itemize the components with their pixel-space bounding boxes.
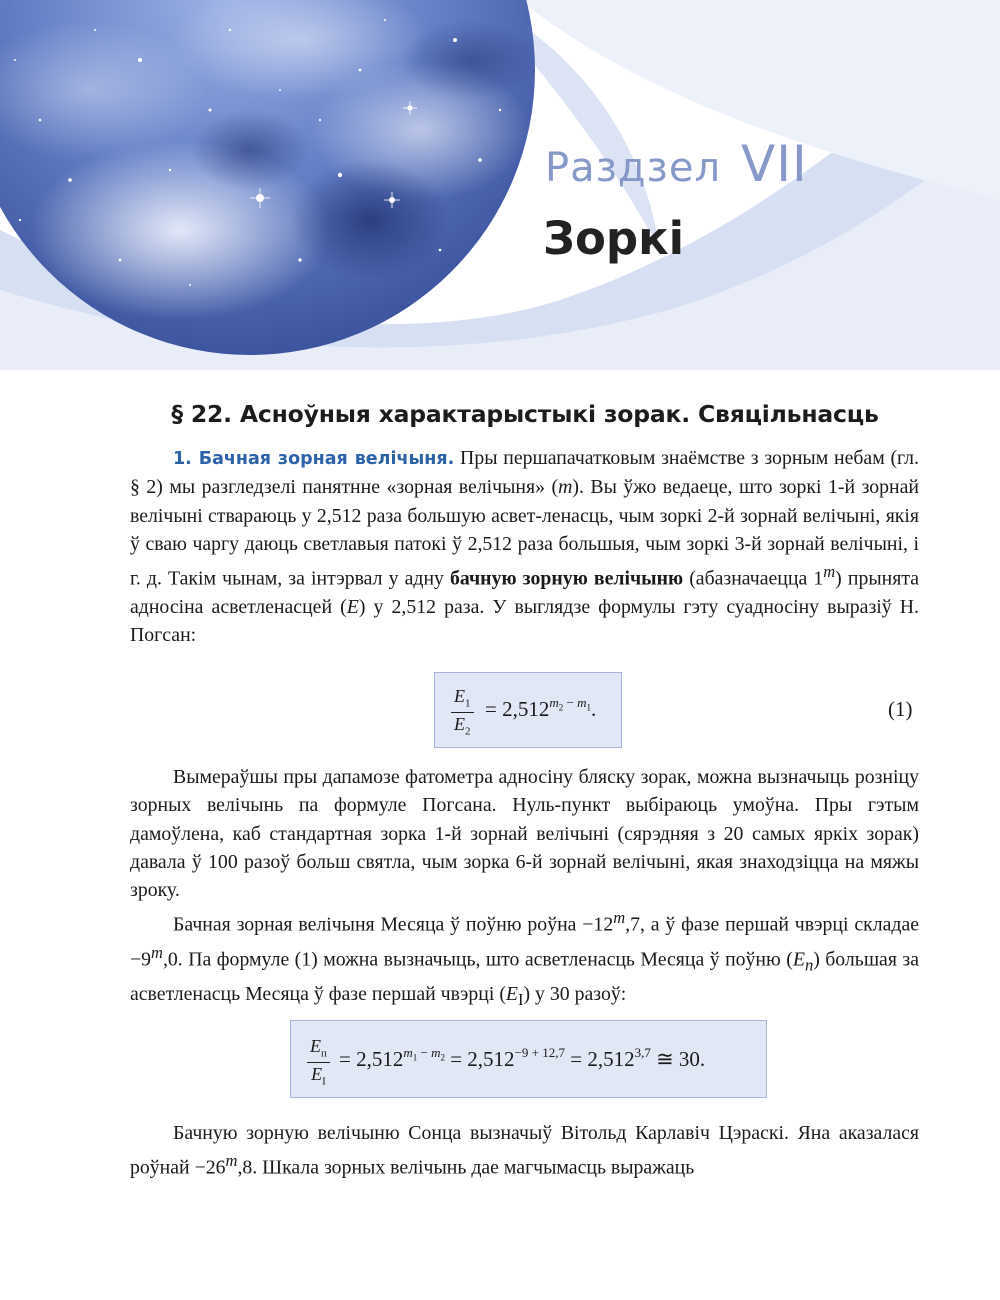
paragraph-2: Вымераўшы пры дапамозе фатометра адносіну бляску зорак, можна вызначыць розніцу зорных велічынь па формуле Погсана. Нуль-пункт выбіраюць умоўна. Пры гэтым дамоўлена, каб стандартная зорка 1-й зорнай велічыні (сярэдняя з 20 самых яркіх зорак) давала ў 100 разоў больш святла, чым зорка 6-й зорнай велічыні, якая знаходзіцца на мяжы зроку. — [130, 766, 919, 902]
p1-part-c: (абазначаецца 1 — [683, 567, 824, 590]
p1-part-d: ) прынята адносіна асветленасцей ( — [130, 567, 919, 619]
subsection-title: 1. Бачная зорная велічыня. — [173, 449, 455, 469]
p1-part-e: ) у 2,512 раза. У выглядзе формулы гэту суадносіну выразіў Н. Погсан: — [130, 596, 919, 647]
paragraph-4: Бачную зорную велічыню Сонца вызначыў Вітольд Карлавіч Цэраскі. Яна аказалася роўнай $-26^m,8$. Шкала зорных велічынь дае магчымасць выражаць — [130, 1122, 919, 1179]
paragraph-3: Бачная зорная велічыня Месяца ў поўню роўна $-12^m,7$, а ў фазе першай чвэрці складае $-9^m,0$. Па формуле (1) можна вызначыць, што асветленасць Месяца ў поўню $(E_п)$ большая за асветленасць Месяца ў фазе першай чвэрці $(E_I)$ у 30 разоў: — [130, 908, 919, 1010]
formula-1-numerator: $E_1$ — [454, 686, 471, 710]
p1-part-a: Пры першапачатковым знаёмстве з зорным небам (гл. § 2) мы разгледзелі панятнне «зорная велічыня» ( — [130, 447, 919, 499]
superscript-m: m — [823, 562, 836, 582]
formula-2-numerator: $E_п$ — [310, 1036, 327, 1060]
formula-1-rhs: = $2,512^{m_2 - m_1}$. — [485, 695, 597, 721]
formula-2-fraction — [307, 1037, 330, 1087]
symbol-m: m — [558, 476, 573, 499]
formula-2-box — [290, 1020, 767, 1098]
chapter-header-band — [0, 0, 1000, 370]
body-text-middle — [130, 763, 919, 1014]
subsection-1-text — [130, 444, 919, 650]
formula-1-denominator: $E_2$ — [451, 712, 474, 738]
equation-number: (1) — [888, 697, 913, 721]
paragraph-1 — [130, 444, 919, 650]
paragraph-heading: § 22. Асноўныя характарыстыкі зорак. Свяцільнасць — [171, 400, 879, 428]
formula-1-fraction — [451, 687, 474, 737]
section-number: VII — [741, 135, 808, 193]
formula-2-denominator: $E_I$ — [307, 1062, 330, 1088]
chapter-title: Зоркі — [543, 212, 685, 265]
starry-sky-illustration — [0, 0, 1000, 370]
symbol-E: E — [346, 596, 359, 619]
section-label-word: Раздзел — [545, 145, 722, 191]
formula-2-rhs: = $2,512^{m_1 - m_2} = 2,512^{-9 + 12,7} = 2,512^{3,7}$ ≅ 30. — [339, 1045, 706, 1071]
term-apparent-magnitude: бачную зорную велічыню — [450, 567, 684, 590]
formula-1-box — [434, 672, 622, 748]
section-label — [545, 135, 808, 193]
p1-part-b: ). Вы ўжо ведаеце, што зоркі 1-й зорнай велічыні ствараюць у 2,512 раза большую асвет-ленасць, чым зоркі 2-й зорнай велічыні, якія ў сваю чаргу даюць светлавыя патокі ў 2,512 раза большыя, чым зоркі 3-й зорнай велічыні, і г. д. Такім чынам, за інтэрвал у адну — [130, 476, 919, 590]
body-text-bottom — [130, 1119, 919, 1182]
